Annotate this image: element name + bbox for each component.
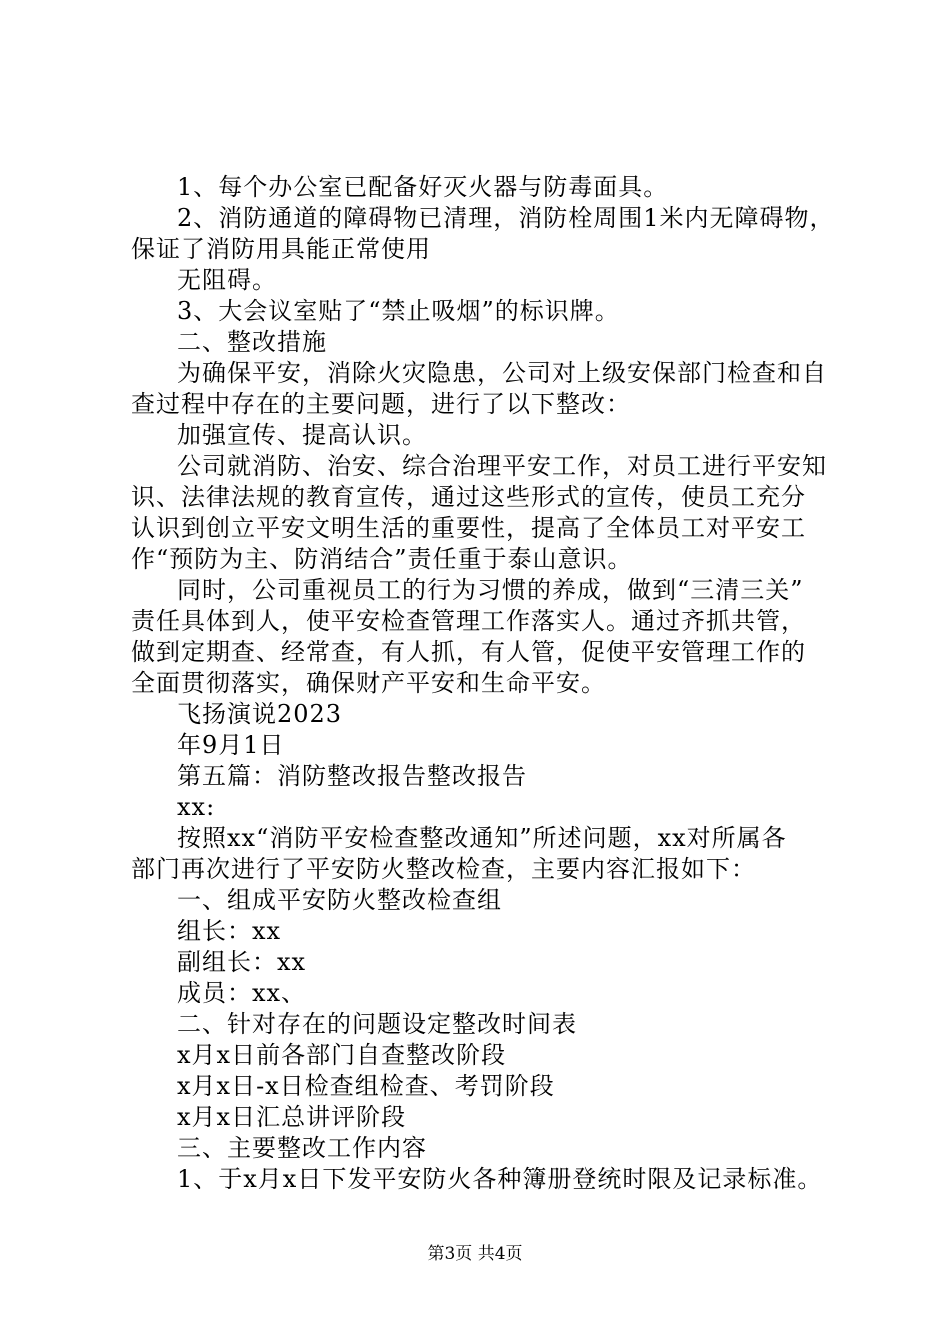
- text-line: 加强宣传、提高认识。: [177, 421, 427, 449]
- text-line: 部门再次进行了平安防火整改检查，主要内容汇报如下：: [131, 855, 756, 883]
- text-line: 3、大会议室贴了“禁止吸烟”的标识牌。: [177, 297, 620, 325]
- text-line: 1、每个办公室已配备好灭火器与防毒面具。: [177, 173, 669, 201]
- text-line: 飞扬演说2023: [177, 700, 343, 728]
- text-line: 无阻碍。: [177, 266, 277, 294]
- text-line: x月x日-x日检查组检查、考罚阶段: [177, 1072, 555, 1100]
- text-line: 责任具体到人，使平安检查管理工作落实人。通过齐抓共管，: [131, 607, 806, 635]
- text-line: 年9月1日: [177, 731, 285, 759]
- text-line: 认识到创立平安文明生活的重要性，提高了全体员工对平安工: [131, 514, 806, 542]
- text-line: xx:: [177, 793, 216, 821]
- text-line: 为确保平安，消除火灾隐患，公司对上级安保部门检查和自: [177, 359, 827, 387]
- text-line: 作“预防为主、防消结合”责任重于泰山意识。: [131, 545, 633, 573]
- text-line: 查过程中存在的主要问题，进行了以下整改：: [131, 390, 631, 418]
- text-line: 按照xx“消防平安检查整改通知”所述问题，xx对所属各: [177, 824, 787, 852]
- text-line: 成员：xx、: [177, 979, 307, 1007]
- text-line: 第五篇：消防整改报告整改报告: [177, 762, 527, 790]
- text-line: x月x日汇总讲评阶段: [177, 1103, 407, 1131]
- text-line: 同时，公司重视员工的行为习惯的养成，做到“三清三关”: [177, 576, 804, 604]
- text-line: 全面贯彻落实，确保财产平安和生命平安。: [131, 669, 606, 697]
- text-line: 保证了消防用具能正常使用: [131, 235, 431, 263]
- page-footer: 第3页 共4页: [427, 1244, 523, 1264]
- text-line: 识、法律法规的教育宣传，通过这些形式的宣传，使员工充分: [131, 483, 806, 511]
- text-line: 副组长：xx: [177, 948, 307, 976]
- text-line: 二、整改措施: [177, 328, 327, 356]
- text-line: 三、主要整改工作内容: [177, 1134, 427, 1162]
- text-line: 1、于x月x日下发平安防火各种簿册登统时限及记录标准。: [177, 1165, 823, 1193]
- text-line: 一、组成平安防火整改检查组: [177, 886, 502, 914]
- text-line: 二、针对存在的问题设定整改时间表: [177, 1010, 577, 1038]
- text-line: 组长：xx: [177, 917, 282, 945]
- document-body: [131, 172, 861, 1195]
- text-line: 公司就消防、治安、综合治理平安工作，对员工进行平安知: [177, 452, 827, 480]
- text-line: 2、消防通道的障碍物已清理，消防栓周围1米内无障碍物，: [177, 204, 835, 232]
- text-line: x月x日前各部门自查整改阶段: [177, 1041, 507, 1069]
- text-line: 做到定期查、经常查，有人抓，有人管，促使平安管理工作的: [131, 638, 806, 666]
